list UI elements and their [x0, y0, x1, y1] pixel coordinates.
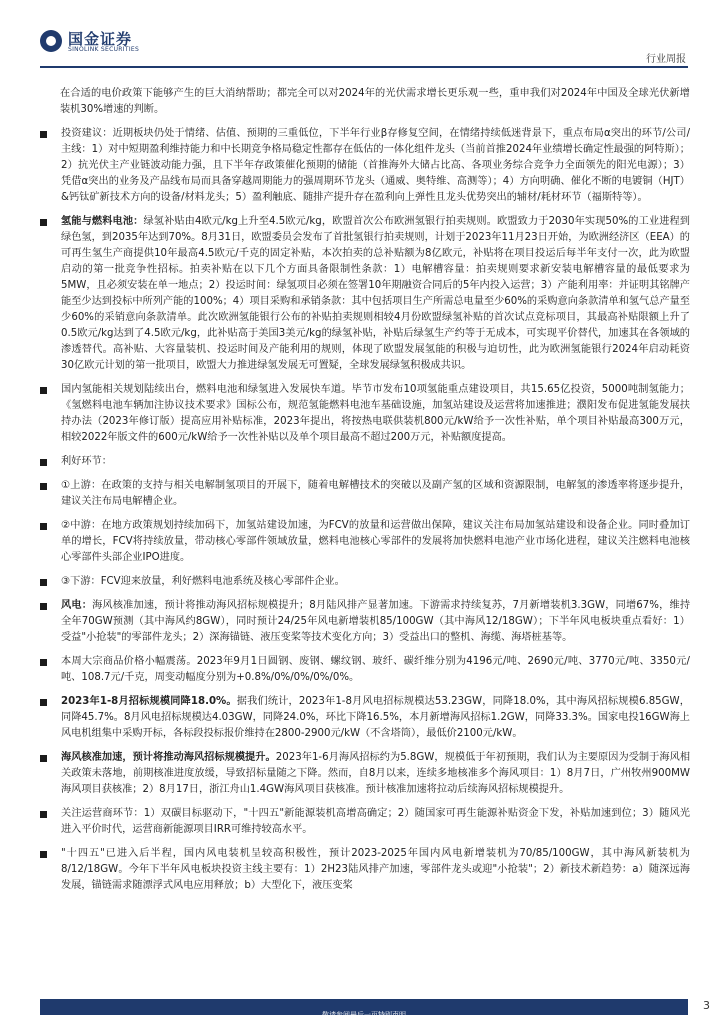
- list-item-14th-five-year: [40, 846, 690, 894]
- list-item-favorable-segments: [40, 454, 690, 470]
- list-item-upstream: [40, 478, 690, 510]
- list-item-wind-power: [40, 598, 690, 646]
- item-body: 2023年1-6月海风招标约为5.8GW，规模低于年初预期，我们认为主要原因为受制于海风相关政策未落地，前期核准进度放缓，导致招标量随之下降。然而，自8月以来，连续多地核准多个海风项目：1）8月7日，广州牧州900MW海风项目获核准；2）8月17日，浙江舟山1.4GW海风项目获核准。预计核准加速将拉动后续海风招标规模提升。: [61, 752, 691, 795]
- company-logo-icon: [40, 30, 62, 52]
- item-body: 海风核准加速，预计将推动海风招标规模提升；8月陆风排产显著加速。下游需求持续复苏，7月新增装机3.3GW，同增67%，维持全年70GW预测（其中海风约8GW），同时预计24/25年风电新增装机85/100GW（其中海风12/18GW）；下半年风电板块重点看好：1）受益"小抢装"的零部件龙头；2）深海锚链、液压变桨等技术变化方向；3）受益出口的整机、海缆、海塔桩基等。: [61, 600, 691, 643]
- square-bullet-icon: [40, 659, 47, 666]
- item-body: 据我们统计，2023年1-8月风电招标规模达53.23GW，同降18.0%，其中海风招标规模6.85GW，同降45.7%。8月风电招标规模达4.03GW，同降24.0%，环比下降16.5%，本月新增海风招标1.2GW，同降33.3%。国家电投16GW海上风电机组集中采购开标，各标段投标报价维持在2800-2900元/kW（不含塔筒），最低价2100元/kW。: [61, 696, 690, 739]
- list-item-investment-advice: [40, 126, 690, 206]
- footer-band: [40, 999, 688, 1019]
- company-name-cn: 国金证券: [68, 30, 133, 48]
- square-bullet-icon: [40, 387, 47, 394]
- square-bullet-icon: [40, 851, 47, 858]
- square-bullet-icon: [40, 755, 47, 762]
- square-bullet-icon: [40, 579, 47, 586]
- list-item-downstream: [40, 574, 690, 590]
- list-item-commodity-prices: [40, 654, 690, 686]
- item-lead: 2023年1-8月招标规模同降18.0%。: [61, 696, 237, 707]
- item-body: ①上游：在政策的支持与相关电解制氢项目的开展下，随着电解槽技术的突破以及副产氢的区域和资源限制，电解氢的渗透率将逐步提升，建议关注布局电解槽企业。: [61, 480, 690, 507]
- footer-disclaimer: 敬请参阅最后一页特别声明: [322, 1011, 406, 1019]
- item-body: "十四五"已进入后半程，国内风电装机呈较高积极性，预计2023-2025年国内风电新增装机为70/85/100GW，其中海风新装机为8/12/18GW。今年下半年风电板块投资主线主要有：1）2H23陆风排产加速，零部件龙头或迎"小抢装"；2）新技术新趋势：a）随深远海发展，锚链需求随漂浮式风电应用释放；b）大型化下，液压变桨: [61, 848, 690, 891]
- square-bullet-icon: [40, 483, 47, 490]
- item-body: ②中游：在地方政策规划持续加码下，加氢站建设加速，为FCV的放量和运营做出保障，建议关注布局加氢站建设和设备企业。同时叠加订单的增长，FCV将持续放量，带动核心零部件领域放量，燃料电池核心零部件的发展将加快燃料电池产业市场化进程，建议关注燃料电池核心零部件头部企业IPO进度。: [61, 520, 690, 563]
- report-body: [40, 86, 690, 902]
- item-lead: 氢能与燃料电池：: [61, 216, 144, 227]
- page-number: 3: [703, 999, 710, 1012]
- square-bullet-icon: [40, 603, 47, 610]
- item-body: 关注运营商环节：1）双碳目标驱动下，"十四五"新能源装机高增高确定；2）随国家可再生能源补贴资金下发，补贴加速到位；3）随风光进入平价时代，运营商新能源项目IRR可维持较高水平。: [61, 808, 690, 835]
- square-bullet-icon: [40, 219, 47, 226]
- square-bullet-icon: [40, 459, 47, 466]
- item-body: ③下游：FCV迎来放量，利好燃料电池系统及核心零部件企业。: [61, 576, 345, 587]
- company-name-en: SINOLINK SECURITIES: [68, 46, 140, 53]
- list-item-hydrogen-domestic: [40, 382, 690, 446]
- item-body: 利好环节：: [61, 456, 112, 467]
- item-body: 国内氢能相关规划陆续出台，燃料电池和绿氢进入发展快车道。毕节市发布10项氢能重点建设项目，共15.65亿投资，5000吨制氢能力；《氢燃料电池车辆加注协议技术要求》国标公布，规范氢能燃料电池车基础设施，加氢站建设及运营将加速推进；濮阳发布促进氢能发展扶持办法（2023年修订版）提高应用补贴标准，2023年提出，将按热电联供装机800元/kW给予一次性补贴，单个项目补贴最高300万元，相较2022年版文件的600元/kW给予一次性补贴以及单个项目最高不超过200万元，补贴额度提高。: [61, 384, 690, 443]
- list-item-offshore-approval: [40, 750, 690, 798]
- square-bullet-icon: [40, 523, 47, 530]
- item-body: 投资建议：近期板块仍处于情绪、估值、预期的三重低位，下半年行业β存修复空间，在情绪持续低迷背景下，重点布局α突出的环节/公司/主线：1）对中短期盈利维持能力和中长期竞争格局稳定性都存在低估的一体化组件龙头（当前首推2024年业绩增长确定性最强的阿特斯）；2）抗光伏主产业链波动能力强，且下半年存政策催化预期的储能（首推海外大储占比高、各项业务综合竞争力全面领先的阳光电源）；3）凭借α突出的业务及产品线布局而具备穿越周期能力的强周期环节龙头（通威、奥特维、高测等）；4）方向明确、催化不断的电镀铜（HJT）&钙钛矿新技术方向的设备/材料龙头；5）盈利触底、随排产提升存在盈利向上弹性且龙头优势突出的辅材/耗材环节（福斯特等）。: [61, 128, 690, 203]
- item-body: 绿氢补贴由4欧元/kg上升至4.5欧元/kg，欧盟首次公布欧洲氢银行拍卖规则。欧盟致力于2030年实现50%的工业进程到绿色氢，到2035年达到70%。8月31日，欧盟委员会发布了首批氢银行拍卖规则，计划于2023年11月23日开始，为欧洲经济区（EEA）的可再生氢生产商提供10年最高4.5欧元/千克的固定补贴，本次拍卖的总补贴额为8亿欧元，补贴将在项目投运后每半年支付一次，此为欧盟启动的第一批竞争性招标。拍卖补贴在以下几个方面具备限制性条款：1）电解槽容量：拍卖规则要求新安装电解槽容量的最低要求为5MW，且必须安装在单一地点；2）投运时间：绿氢项目必须在签署10年期融资合同后的5年内投入运营；3）产能利用率：并证明其铭牌产能至少达到投标中所列产能的100%；4）项目采购和承销条款：其中包括项目生产所需总电量至少60%的采购意向条款清单和氢气总产量至少60%的采销意向条款清单。此次欧洲氢能银行公布的补贴拍卖规则相较4月份欧盟绿氢补贴的首次试点竞标项目，其最高补贴限额上升了0.5欧元/kg达到了4.5欧元/kg，此补贴高于美国3美元/kg的绿氢补贴，补贴后绿氢生产约等于无成本，可实现平价替代，加速其在各领域的渗透替代。高补贴、大容量装机、投运时间及产能利用的规则，体现了欧盟发展氢能的积极与迫切性，此为欧洲氢能银行2024年启动耗资30亿欧元计划的第一批项目，欧盟大力推进绿氢发展无可置疑，全球发展绿氢积极成共识。: [61, 216, 690, 371]
- report-type-label: 行业周报: [646, 54, 686, 65]
- list-item-midstream: [40, 518, 690, 566]
- page-footer: [0, 990, 724, 1024]
- square-bullet-icon: [40, 699, 47, 706]
- intro-paragraph: 在合适的电价政策下能够产生的巨大消纳帮助；都完全可以对2024年的光伏需求增长更乐观一些，重申我们对2024年中国及全球光伏新增装机30%增速的判断。: [60, 88, 690, 115]
- item-lead: 海风核准加速，预计将推动海风招标规模提升。: [61, 752, 276, 763]
- item-body: 本周大宗商品价格小幅震荡。2023年9月1日圆钢、废钢、螺纹钢、玻纤、碳纤维分别为4196元/吨、2690元/吨、3770元/吨、3350元/吨、108.7元/千克，周变动幅度分别为+0.8%/0%/0%/0%/0%。: [61, 656, 690, 683]
- square-bullet-icon: [40, 811, 47, 818]
- page-header: [0, 0, 724, 70]
- list-item-operators: [40, 806, 690, 838]
- item-lead: 风电：: [61, 600, 93, 611]
- square-bullet-icon: [40, 131, 47, 138]
- list-item-hydrogen: [40, 214, 690, 374]
- header-divider: [40, 66, 688, 68]
- list-item-tender-scale: [40, 694, 690, 742]
